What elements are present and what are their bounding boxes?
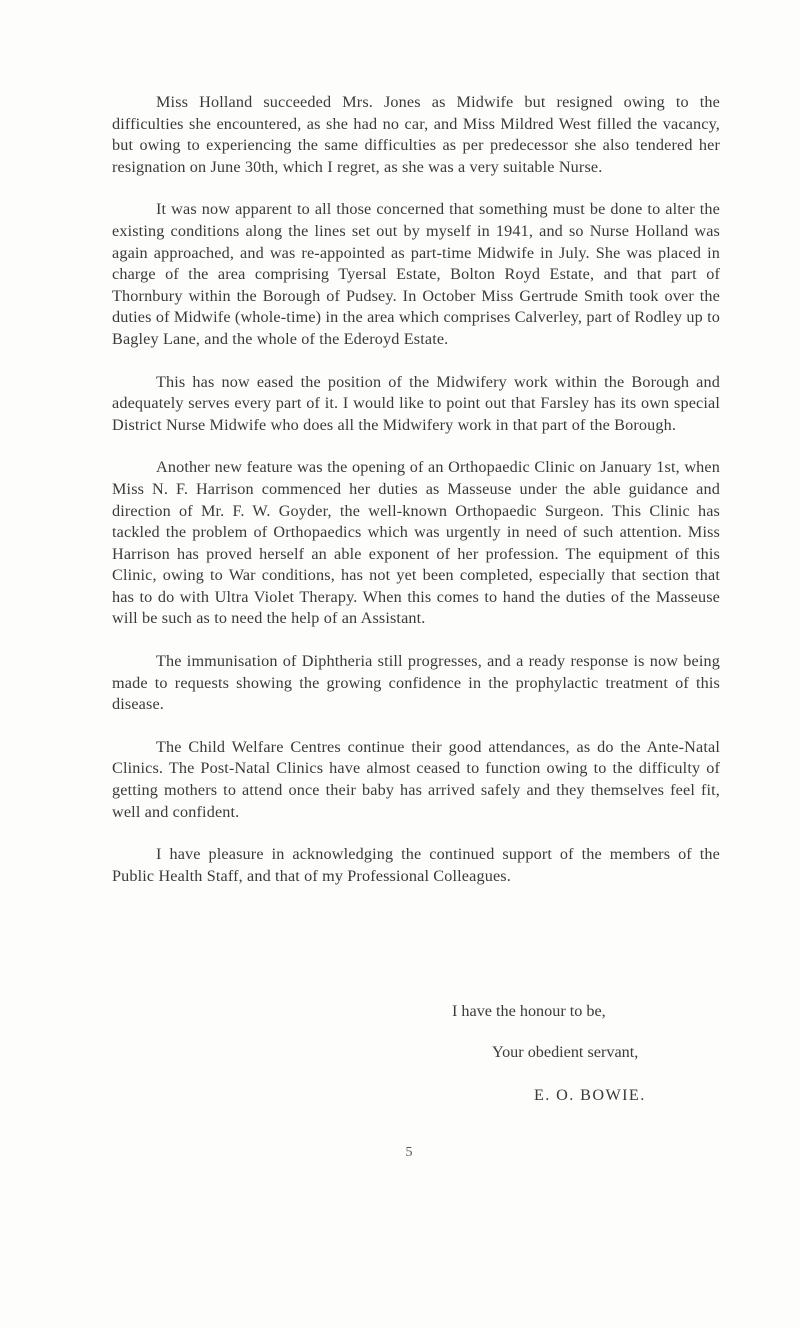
paragraph-midwifery-coverage: This has now eased the position of the Midwifery work within the Borough and adequately serves every part of it. I would like to point out that Farsley has its own special District Nurse Midwife who does all the Midwifery work in that part of the Borough. <box>112 372 720 434</box>
page-number: 5 <box>405 1145 413 1160</box>
paragraph-diphtheria-immunisation: The immunisation of Diphtheria still progresses, and a ready response is now being made to requests showing the growing confidence in the prophylactic treatment of this disease. <box>112 652 720 714</box>
signature-name: E. O. BOWIE. <box>534 1086 646 1104</box>
paragraph-orthopaedic-clinic: Another new feature was the opening of an Orthopaedic Clinic on January 1st, when Miss N. F. Harrison commenced her duties as Masseuse under the able guidance and direction of Mr. F. W. Goyder, the well-known Orthopaedic Surgeon. This Clinic has tackled the problem of Orthopaedics which was urgently in need of such attention. Miss Harrison has proved herself an able exponent of her profession. The equipment of this Clinic, owing to War conditions, has not yet been completed, especially that section that has to do with Ultra Violet Therapy. When this comes to hand the duties of the Masseuse will be such as to need the help of an Assistant. <box>112 458 720 628</box>
paragraph-acknowledgement: I have pleasure in acknowledging the continued support of the members of the Public Health Staff, and that of my Professional Colleagues. <box>112 845 720 885</box>
closing-line-honour: I have the honour to be, <box>452 1002 606 1020</box>
paragraph-midwife-reappointment: It was now apparent to all those concerned that something must be done to alter the existing conditions along the lines set out by myself in 1941, and so Nurse Holland was again approached, and was re-appointed as part-time Midwife in July. She was placed in charge of the area comprising Tyersal Estate, Bolton Royd Estate, and that part of Thornbury within the Borough of Pudsey. In October Miss Gertrude Smith took over the duties of Midwife (whole-time) in the area which comprises Calverley, part of Rodley up to Bagley Lane, and the whole of the Ederoyd Estate. <box>112 200 720 348</box>
report-body <box>112 92 720 908</box>
paragraph-midwife-resignations: Miss Holland succeeded Mrs. Jones as Midwife but resigned owing to the difficulties she encountered, as she had no car, and Miss Mildred West filled the vacancy, but owing to experiencing the same difficulties as per predecessor she also tendered her resignation on June 30th, which I regret, as she was a very suitable Nurse. <box>112 93 720 176</box>
closing-line-servant: Your obedient servant, <box>492 1043 639 1061</box>
paragraph-child-welfare: The Child Welfare Centres continue their good attendances, as do the Ante-Natal Clinics. The Post-Natal Clinics have almost ceased to function owing to the difficulty of getting mothers to attend once their baby has arrived safely and they themselves feel fit, well and confident. <box>112 737 720 821</box>
